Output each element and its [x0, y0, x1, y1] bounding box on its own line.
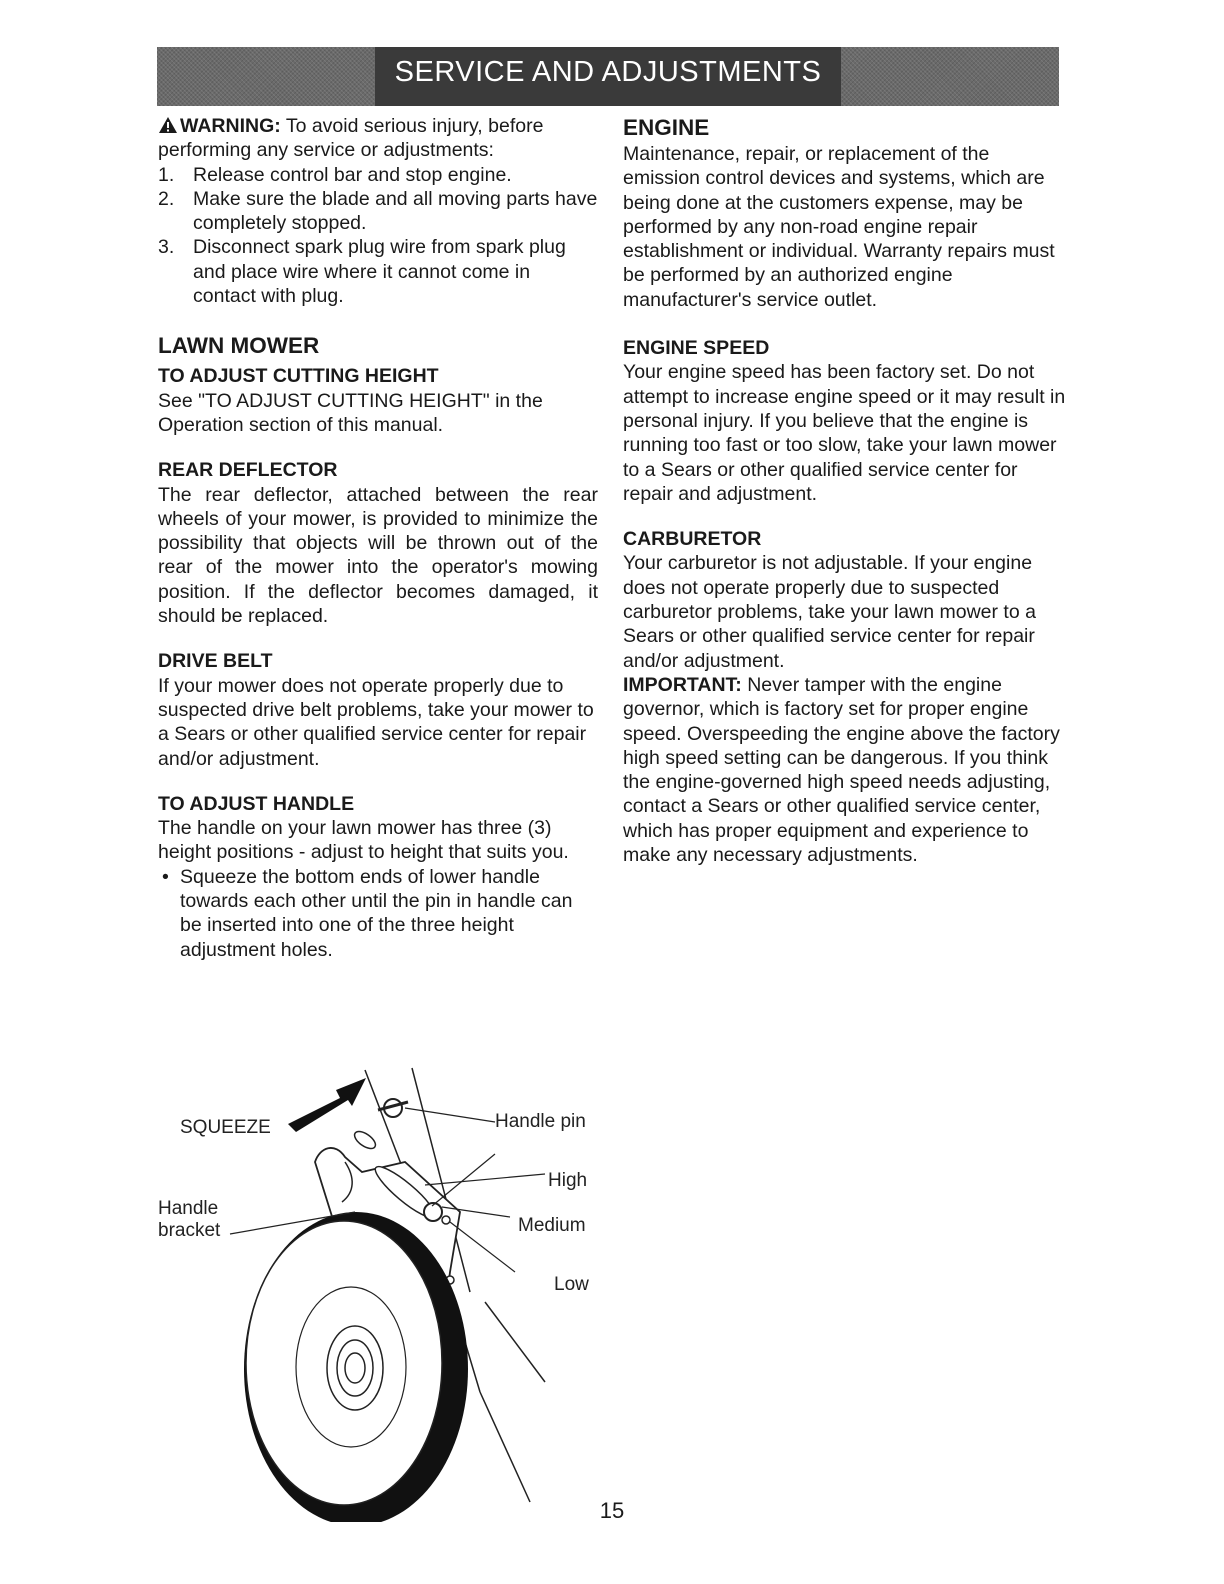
step-text: Release control bar and stop engine. — [193, 163, 512, 186]
page-title: SERVICE AND ADJUSTMENTS — [394, 56, 822, 88]
step-number: 3. — [158, 236, 175, 259]
engine-heading: ENGINE — [623, 115, 710, 140]
engine-text: Maintenance, repair, or replacement of the emission control devices and systems, which are being done at the customers expense, may be performed by any non-road engine repair establishment or individual. Warranty repairs must be performed by an authorized engine manufacturer's service outlet. — [623, 143, 1055, 311]
carburetor-heading: CARBURETOR — [623, 528, 762, 551]
warning-paragraph — [158, 114, 598, 163]
engine-speed-heading: ENGINE SPEED — [623, 337, 770, 360]
list-item — [158, 187, 598, 236]
left-column — [158, 114, 598, 962]
section-banner — [157, 47, 1059, 106]
important-text: Never tamper with the engine governor, which is factory set for proper engine speed. Overspeeding the engine above the factory high speed setting can be dangerous. If you think the engine-governed high speed needs adjusting, contact a Sears or other qualified service center, which has proper equipment and experience to make any necessary adjustments. — [623, 673, 1060, 867]
right-column — [623, 114, 1068, 867]
engine-speed-text: Your engine speed has been factory set. Do not attempt to increase engine speed or it may result in personal injury. If you believe that the engine is running too fast or too slow, take your lawn mower to a Sears or other qualified service center for repair and adjustment. — [623, 361, 1066, 505]
rear-deflector-heading: REAR DEFLECTOR — [158, 459, 338, 482]
important-paragraph — [623, 673, 1068, 867]
bullet-dot-icon: • — [162, 865, 169, 888]
list-item — [158, 163, 598, 187]
cutting-height-text: See "TO ADJUST CUTTING HEIGHT" in the Operation section of this manual. — [158, 389, 543, 436]
adjust-handle-text: The handle on your lawn mower has three (3) height positions - adjust to height that suits you. — [158, 817, 569, 864]
high-label: High — [548, 1170, 588, 1191]
warning-triangle-icon — [158, 116, 178, 134]
rear-deflector-text: The rear deflector, attached between the rear wheels of your mower, is provided to minimize the possibility that objects will be thrown out of the rear of the mower into the operator's mowing position. If the deflector becomes damaged, it should be replaced. — [158, 483, 598, 628]
step-text: Make sure the blade and all moving parts have completely stopped. — [193, 187, 598, 235]
list-item — [158, 235, 598, 308]
warning-steps — [158, 163, 598, 309]
handle-bracket-label-2: bracket — [158, 1220, 221, 1241]
handle-adjustment-figure — [150, 1062, 610, 1522]
carburetor-text: Your carburetor is not adjustable. If your engine does not operate properly due to suspected carburetor problems, take your lawn mower to a Sears or other qualified service center for repair and/or adjustment. — [623, 552, 1036, 672]
warning-label: WARNING: — [180, 115, 281, 137]
warning-text: To avoid serious injury, before performing any service or adjustments: — [158, 115, 544, 162]
adjust-handle-bullets — [158, 865, 598, 962]
step-number: 2. — [158, 187, 175, 210]
drive-belt-text: If your mower does not operate properly due to suspected drive belt problems, take your mower to a Sears or other qualified service center for repair and/or adjustment. — [158, 674, 594, 770]
squeeze-label: SQUEEZE — [180, 1117, 271, 1138]
page-number: 15 — [599, 1498, 625, 1523]
important-label: IMPORTANT: — [623, 673, 742, 696]
step-text: Disconnect spark plug wire from spark plug and place wire where it cannot come in contact with plug. — [193, 236, 566, 308]
handle-pin-label: Handle pin — [495, 1111, 586, 1132]
adjust-handle-heading: TO ADJUST HANDLE — [158, 792, 355, 815]
medium-label: Medium — [518, 1215, 586, 1236]
lawn-mower-heading: LAWN MOWER — [158, 333, 320, 359]
drive-belt-heading: DRIVE BELT — [158, 650, 273, 673]
low-label: Low — [554, 1274, 589, 1295]
handle-bracket-label-1: Handle — [158, 1198, 219, 1219]
bullet-text: Squeeze the bottom ends of lower handle towards each other until the pin in handle can be inserted into one of the three height adjustment holes. — [180, 865, 573, 961]
list-item — [158, 865, 598, 962]
step-number: 1. — [158, 163, 175, 186]
cutting-height-heading: TO ADJUST CUTTING HEIGHT — [158, 365, 439, 388]
